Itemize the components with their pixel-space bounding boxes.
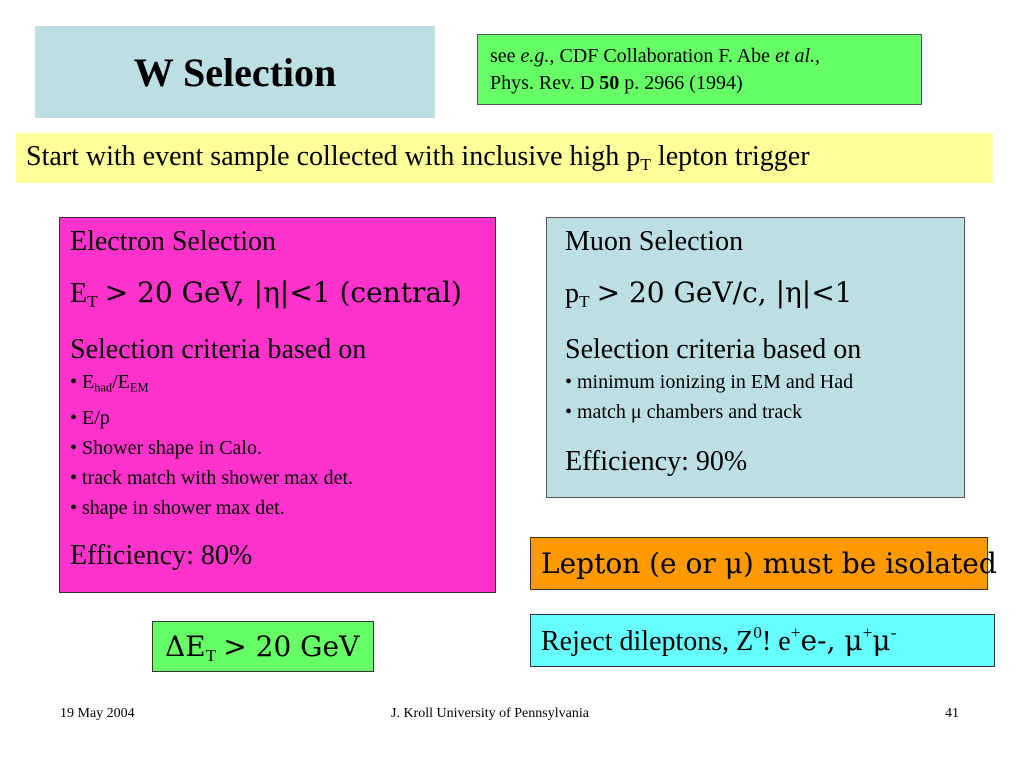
isolation-text: Lepton (e or μ) must be isolated: [541, 547, 997, 580]
reject-mid: e-, μ: [800, 624, 863, 658]
reject-mu: μ: [872, 624, 891, 658]
muon-bullet-2: • match μ chambers and track: [565, 401, 803, 424]
start-text: Start with event sample collected with inclusive high p: [26, 141, 641, 172]
title-box: [35, 26, 435, 118]
electron-heading: Electron Selection: [70, 226, 277, 257]
electron-cut-rest: > 20 GeV, |η|<1 (central): [104, 276, 462, 309]
muon-cut-sub: T: [579, 292, 590, 312]
electron-criteria: Selection criteria based on: [70, 334, 367, 366]
reference-collab: CDF Collaboration F. Abe: [559, 45, 771, 67]
reference-line-1: [490, 43, 909, 70]
muon-heading: Muon Selection: [565, 226, 744, 257]
reference-see: see: [490, 45, 516, 67]
footer-page-number: 41: [945, 706, 959, 721]
electron-cut: [70, 276, 485, 319]
met-rest: > 20 GeV: [223, 630, 360, 663]
reference-etal: et al.,: [775, 45, 821, 67]
electron-bullet-4: • track match with shower max det.: [70, 466, 354, 489]
reject-sup3: -: [890, 623, 897, 642]
footer-author: J. Kroll University of Pennsylvania: [391, 706, 589, 721]
muon-criteria: Selection criteria based on: [565, 334, 862, 366]
met-sub: T: [205, 646, 217, 666]
muon-bullet-1: • minimum ionizing in EM and Had: [565, 371, 854, 394]
reference-journal: Phys. Rev. D: [490, 72, 595, 94]
electron-bullet-1: [70, 367, 485, 403]
slide-title: W Selection: [133, 49, 337, 95]
electron-bullet1-sub2: EM: [129, 380, 149, 395]
met-pre: ΔE: [165, 630, 206, 663]
reject-arrow: ! e: [761, 626, 791, 658]
electron-bullet-2: • E/p: [70, 406, 110, 429]
start-tail: lepton trigger: [657, 141, 810, 172]
reject-sup2: +: [862, 623, 873, 642]
reject-dileptons-box: [530, 614, 995, 667]
muon-cut-rest: > 20 GeV/c, |η|<1: [596, 276, 853, 309]
start-statement: [16, 133, 993, 183]
electron-bullet1-sub1: had: [94, 380, 113, 395]
electron-selection-box: [59, 217, 496, 593]
electron-bullet1-pre: • E: [70, 371, 95, 394]
muon-cut-p: p: [565, 278, 579, 309]
missing-et-box: [152, 621, 374, 672]
reject-sup0: 0: [753, 623, 762, 642]
footer-date: 19 May 2004: [60, 706, 135, 721]
electron-bullet1-mid: /E: [112, 371, 130, 394]
muon-selection-box: [546, 217, 965, 498]
reference-volume: 50: [599, 72, 620, 94]
isolation-box: [530, 537, 997, 590]
muon-efficiency: Efficiency: 90%: [565, 446, 748, 478]
reference-line-2: [490, 70, 909, 97]
start-sub: T: [640, 155, 651, 175]
electron-cut-e: E: [70, 278, 88, 309]
reject-pre: Reject dileptons, Z: [541, 626, 754, 658]
electron-bullet-3: • Shower shape in Calo.: [70, 436, 262, 459]
electron-efficiency: Efficiency: 80%: [70, 539, 253, 571]
reference-pages: p. 2966 (1994): [624, 72, 743, 94]
reference-box: [477, 34, 922, 105]
reference-eg: e.g.,: [520, 45, 555, 67]
reject-sup1: +: [790, 623, 801, 642]
electron-bullet-5: • shape in shower max det.: [70, 496, 285, 519]
muon-cut: [565, 276, 946, 319]
electron-cut-sub: T: [87, 292, 98, 312]
